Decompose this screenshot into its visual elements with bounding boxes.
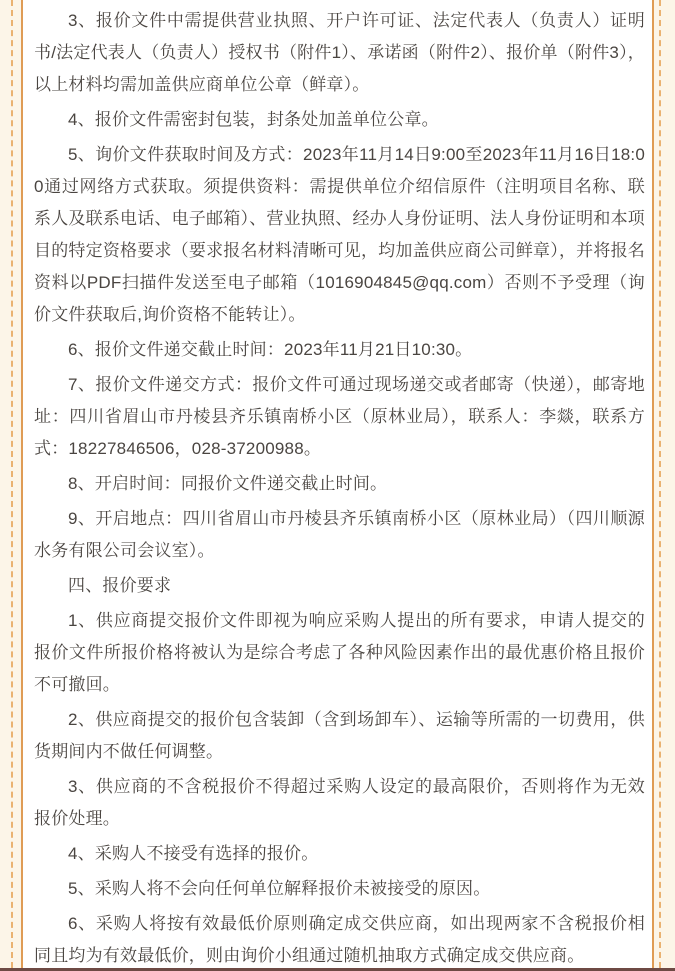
left-margin-dashed-rule [11,0,13,968]
paragraph-item-8-open-time: 8、开启时间：同报价文件递交截止时间。 [68,474,388,493]
paragraph-item-9-open-location: 9、开启地点：四川省眉山市丹棱县齐乐镇南桥小区（原林业局）（四川顺源水务有限公司会议室）。 [34,509,645,560]
paragraph-req-6-lowest-price: 6、采购人将按有效最低价原则确定成交供应商，如出现两家不含税报价相同且均为有效最低价，则由询价小组通过随机抽取方式确定成交供应商。 [34,914,645,965]
article-content-area [21,0,654,968]
right-margin-dashed-rule [659,0,661,968]
paragraph-item-5-obtain-time: 5、询价文件获取时间及方式：2023年11月14日9:00至2023年11月16日18:00通过网络方式获取。须提供资料：需提供单位介绍信原件（注明项目名称、联系人及联系电话、电子邮箱）、营业执照、经办人身份证明、法人身份证明和本项目的特定资格要求（要求报名材料清晰可见，均加盖供应商公司鲜章），并将报名资料以PDF扫描件发送至电子邮箱（1016904845@qq.com）否则不予受理（询价文件获取后,询价资格不能转让）。 [34,145,645,324]
paragraph-item-3-materials: 3、报价文件中需提供营业执照、开户许可证、法定代表人（负责人）证明书/法定代表人（负责人）授权书（附件1）、承诺函（附件2）、报价单（附件3），以上材料均需加盖供应商单位公章（鲜章）。 [34,11,645,94]
section-heading-quotation-requirements: 四、报价要求 [68,576,172,595]
procurement-notice-body [34,5,645,968]
paragraph-item-4-sealing: 4、报价文件需密封包装，封条处加盖单位公章。 [68,110,439,129]
paragraph-req-1-irrevocable: 1、供应商提交报价文件即视为响应采购人提出的所有要求，申请人提交的报价文件所报价格将被认为是综合考虑了各种风险因素作出的最优惠价格且报价不可撤回。 [34,611,645,694]
paragraph-req-2-all-costs: 2、供应商提交的报价包含装卸（含到场卸车）、运输等所需的一切费用，供货期间内不做任何调整。 [34,710,645,761]
paragraph-item-7-delivery-method: 7、报价文件递交方式：报价文件可通过现场递交或者邮寄（快递），邮寄地址：四川省眉山市丹棱县齐乐镇南桥小区（原林业局），联系人：李燚，联系方式：18227846506，028-37200988。 [34,375,645,458]
paragraph-item-6-deadline: 6、报价文件递交截止时间：2023年11月21日10:30。 [68,340,473,359]
paragraph-req-3-price-limit: 3、供应商的不含税报价不得超过采购人设定的最高限价，否则将作为无效报价处理。 [34,777,645,828]
paragraph-req-4-no-selective: 4、采购人不接受有选择的报价。 [68,844,319,863]
paragraph-req-5-no-explanation: 5、采购人将不会向任何单位解释报价未被接受的原因。 [68,879,491,898]
